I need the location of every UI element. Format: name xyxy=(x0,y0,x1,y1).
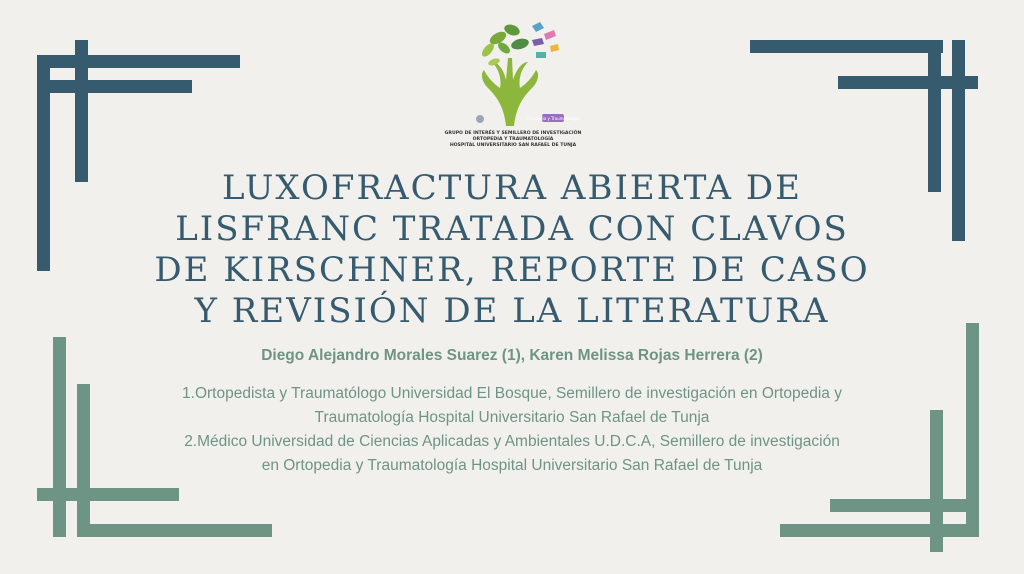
frame-bar-br-h1 xyxy=(780,524,979,537)
frame-bar-tr-v2 xyxy=(952,40,965,241)
frame-bar-tl-h2 xyxy=(37,80,192,93)
title-line: Y REVISIÓN DE LA LITERATURA xyxy=(194,291,830,331)
title-line: LUXOFRACTURA ABIERTA DE xyxy=(222,168,802,208)
affiliation-2 xyxy=(130,430,894,478)
affiliation-1 xyxy=(130,382,894,430)
frame-bar-tr-h1 xyxy=(750,40,943,53)
slide-title xyxy=(130,168,894,332)
frame-bar-br-h2 xyxy=(830,499,979,512)
affiliation-line: en Ortopedia y Traumatología Hospital Universitario San Rafael de Tunja xyxy=(261,457,763,474)
frame-bar-tr-v1 xyxy=(928,40,941,192)
logo-caption-line: ORTOPEDIA Y TRAUMATOLOGÍA xyxy=(472,137,554,142)
frame-bar-tl-h1 xyxy=(37,55,240,68)
logo-caption-line: GRUPO DE INTERÉS Y SEMILLERO DE INVESTIGACIÓN xyxy=(444,131,582,136)
logo-caption-line: HOSPITAL UNIVERSITARIO SAN RAFAEL DE TUNJA xyxy=(449,143,577,148)
authors-line: Diego Alejandro Morales Suarez (1), Karen Melissa Rojas Herrera (2) xyxy=(261,347,763,364)
frame-bar-br-v2 xyxy=(966,323,979,526)
frame-bar-bl-v2 xyxy=(77,384,90,537)
frame-bar-tl-v1 xyxy=(37,68,50,271)
title-line: LISFRANC TRATADA CON CLAVOS xyxy=(175,209,849,249)
logo-caption xyxy=(440,131,586,149)
affiliation-line: Traumatología Hospital Universitario San Rafael de Tunja xyxy=(314,409,710,426)
group-logo xyxy=(440,18,586,153)
svg-text:Ortopedia y Traumatología: Ortopedia y Traumatología xyxy=(526,116,580,121)
frame-bar-tl-v2 xyxy=(75,40,88,182)
affiliation-line: 1.Ortopedista y Traumatólogo Universidad El Bosque, Semillero de investigación en Ortopedia y xyxy=(182,385,842,402)
title-line: DE KIRSCHNER, REPORTE DE CASO xyxy=(154,250,870,290)
frame-bar-bl-v1 xyxy=(53,337,66,537)
frame-bar-bl-h1 xyxy=(37,488,179,501)
frame-bar-bl-h2 xyxy=(77,524,272,537)
tree-hands-logo-icon xyxy=(458,18,580,130)
affiliation-line: 2.Médico Universidad de Ciencias Aplicadas y Ambientales U.D.C.A, Semillero de investigación xyxy=(184,433,840,450)
